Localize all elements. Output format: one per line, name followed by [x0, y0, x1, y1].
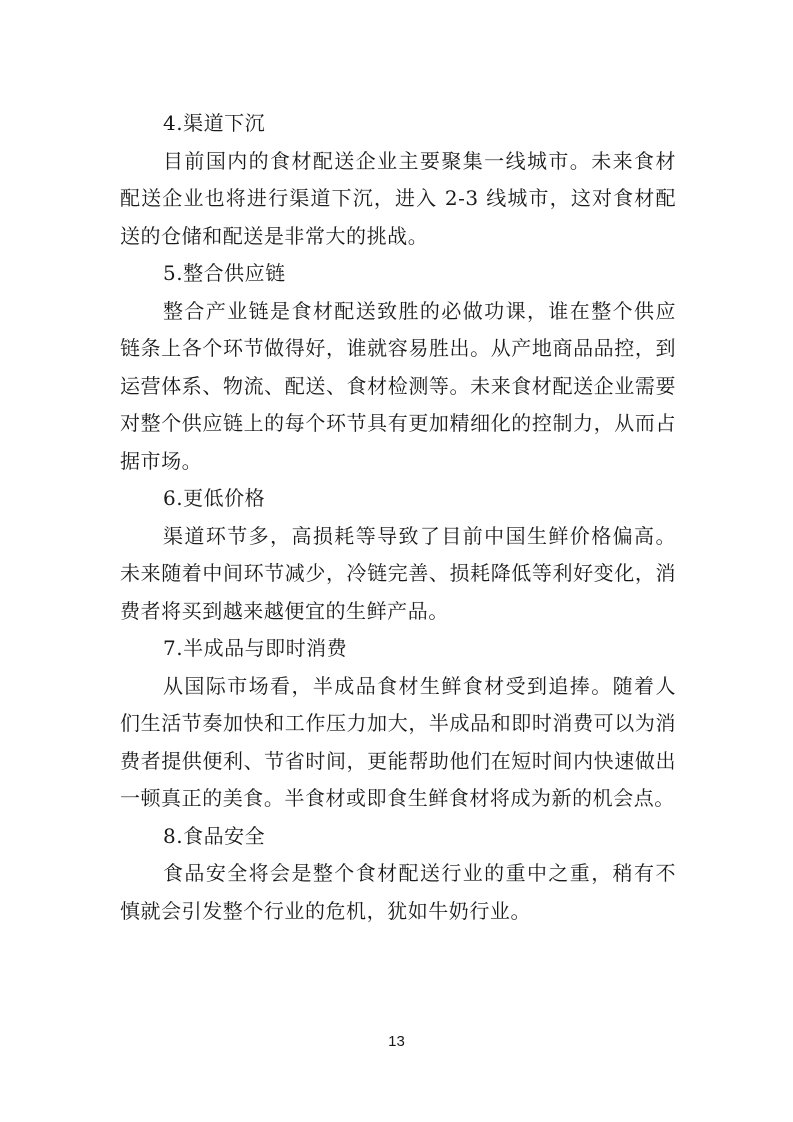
- document-body: [120, 105, 676, 930]
- section-paragraph: 整合产业链是食材配送致胜的必做功课，谁在整个供应链条上各个环节做得好，谁就容易胜出。从产地商品品控，到运营体系、物流、配送、食材检测等。未来食材配送企业需要对整个供应链上的每个环节具有更加精细化的控制力，从而占据市场。: [120, 298, 676, 473]
- section-heading: 5.整合供应链: [163, 261, 286, 285]
- section-supply-chain: [120, 255, 676, 480]
- page-number: 13: [388, 1033, 405, 1050]
- section-food-safety: [120, 818, 676, 931]
- section-paragraph: 食品安全将会是整个食材配送行业的重中之重，稍有不慎就会引发整个行业的危机，犹如牛奶行业。: [120, 861, 676, 923]
- section-channel-sinking: [120, 105, 676, 255]
- section-paragraph: 从国际市场看，半成品食材生鲜食材受到追捧。随着人们生活节奏加快和工作压力加大，半成品和即时消费可以为消费者提供便利、节省时间，更能帮助他们在短时间内快速做出一顿真正的美食。半食材或即食生鲜食材将成为新的机会点。: [120, 673, 676, 810]
- section-heading: 6.更低价格: [163, 486, 266, 510]
- section-heading: 4.渠道下沉: [163, 111, 266, 135]
- section-paragraph: 目前国内的食材配送企业主要聚集一线城市。未来食材配送企业也将进行渠道下沉，进入 2-3 线城市，这对食材配送的仓储和配送是非常大的挑战。: [120, 148, 676, 248]
- section-paragraph: 渠道环节多，高损耗等导致了目前中国生鲜价格偏高。未来随着中间环节减少，冷链完善、损耗降低等利好变化，消费者将买到越来越便宜的生鲜产品。: [120, 523, 676, 623]
- section-heading: 8.食品安全: [163, 823, 266, 848]
- section-semi-finished: [120, 630, 676, 818]
- section-lower-price: [120, 480, 676, 630]
- section-heading: 7.半成品与即时消费: [163, 636, 348, 660]
